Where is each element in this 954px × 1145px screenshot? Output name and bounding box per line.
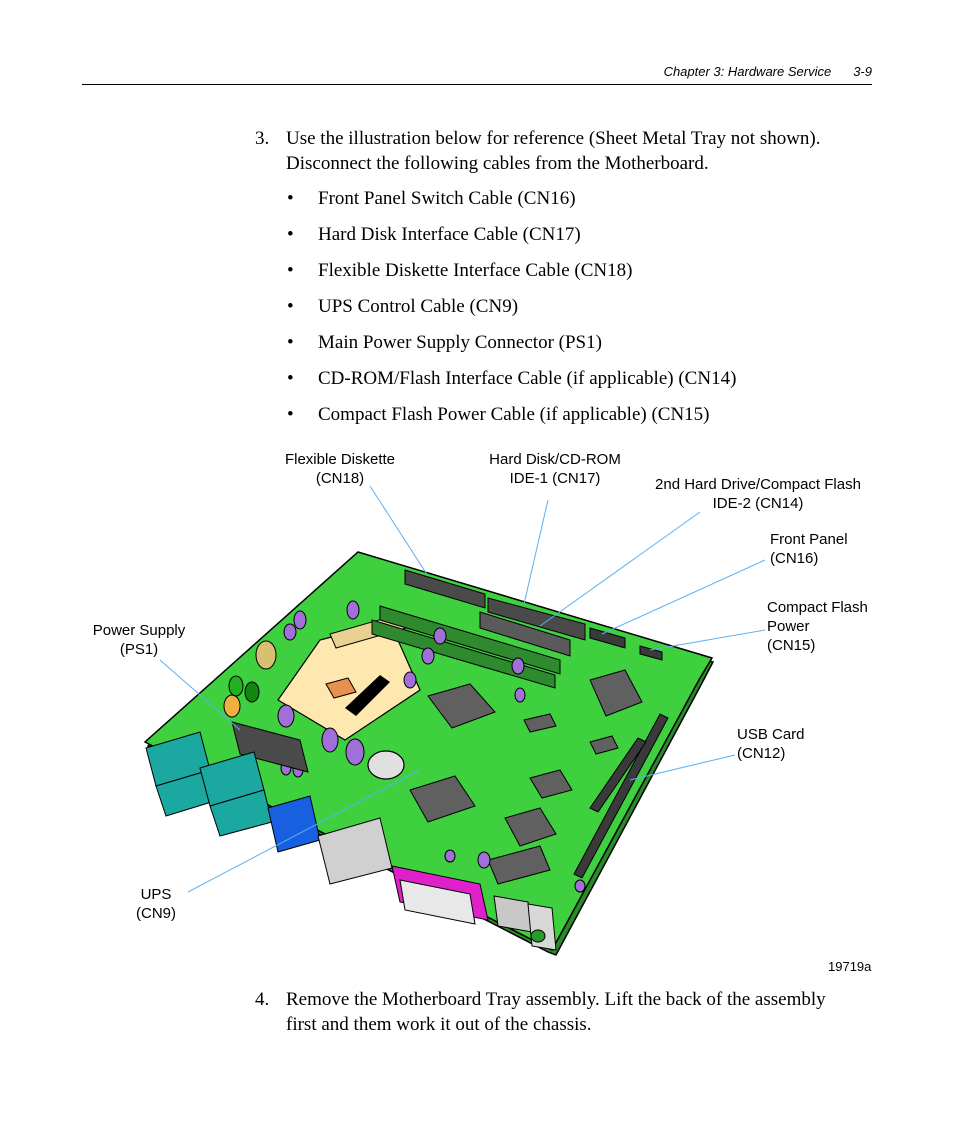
callout-line: Power — [767, 618, 810, 635]
callout-line: (PS1) — [119, 641, 159, 658]
capacitor-green-2 — [245, 682, 259, 702]
bullet-marker: • — [287, 332, 294, 353]
callout-line: USB Card — [737, 726, 805, 743]
callout-second-hard-drive — [640, 475, 876, 513]
list-item-text: Main Power Supply Connector (PS1) — [318, 332, 602, 353]
lan-port — [494, 896, 532, 932]
callout-line: (CN18) — [315, 470, 365, 487]
header-page-number: 3-9 — [853, 64, 872, 79]
inductor — [256, 641, 276, 669]
bullet-marker: • — [287, 188, 294, 209]
list-item-text: CD-ROM/Flash Interface Cable (if applicable) (CN14) — [318, 368, 737, 389]
step-3-number: 3. — [255, 128, 270, 149]
list-item-text: Front Panel Switch Cable (CN16) — [318, 188, 576, 209]
list-item-text: Hard Disk Interface Cable (CN17) — [318, 224, 581, 245]
list-item-text: Flexible Diskette Interface Cable (CN18) — [318, 260, 633, 281]
callout-line: IDE-2 (CN14) — [712, 495, 804, 512]
bullet-marker: • — [287, 296, 294, 317]
callout-line: UPS — [140, 886, 172, 903]
callout-ups — [126, 885, 186, 923]
header-chapter: Chapter 3: Hardware Service — [663, 64, 832, 79]
callout-hard-disk — [470, 450, 640, 488]
step-4-number: 4. — [255, 989, 270, 1010]
battery — [368, 751, 404, 779]
figure-id: 19719a — [828, 959, 872, 974]
step-4-text: Remove the Motherboard Tray assembly. Lift the back of the assembly first and them work it out of the chassis. — [286, 989, 826, 1035]
callout-line: Compact Flash — [767, 599, 868, 616]
callout-power-supply — [80, 621, 198, 659]
callout-front-panel — [770, 530, 848, 568]
callout-line: Hard Disk/CD-ROM — [489, 451, 621, 468]
list-item-text: Compact Flash Power Cable (if applicable) (CN15) — [318, 404, 710, 425]
bullet-marker: • — [287, 404, 294, 425]
callout-line: (CN16) — [770, 550, 819, 567]
ps2-port — [528, 904, 556, 950]
callout-line: (CN15) — [767, 637, 816, 654]
step-3-text: Use the illustration below for reference (Sheet Metal Tray not shown). Disconnect the following cables from the Motherboard. — [286, 128, 821, 174]
callout-line: (CN12) — [737, 745, 786, 762]
callout-line: Power Supply — [92, 622, 186, 639]
ps2-jack — [531, 930, 545, 942]
callout-line: Front Panel — [770, 531, 848, 548]
bullet-marker: • — [287, 368, 294, 389]
bullet-marker: • — [287, 260, 294, 281]
bullet-marker: • — [287, 224, 294, 245]
list-item-text: UPS Control Cable (CN9) — [318, 296, 519, 317]
callout-line: (CN9) — [136, 905, 176, 922]
callout-line: IDE-1 (CN17) — [509, 470, 601, 487]
callout-compact-flash-power — [767, 598, 868, 655]
callout-line: 2nd Hard Drive/Compact Flash — [655, 476, 861, 493]
callout-usb-card — [737, 725, 805, 763]
capacitor-green-1 — [229, 676, 243, 696]
capacitor-orange — [224, 695, 240, 717]
callout-line: Flexible Diskette — [284, 451, 396, 468]
callout-flexible-diskette — [270, 450, 410, 488]
